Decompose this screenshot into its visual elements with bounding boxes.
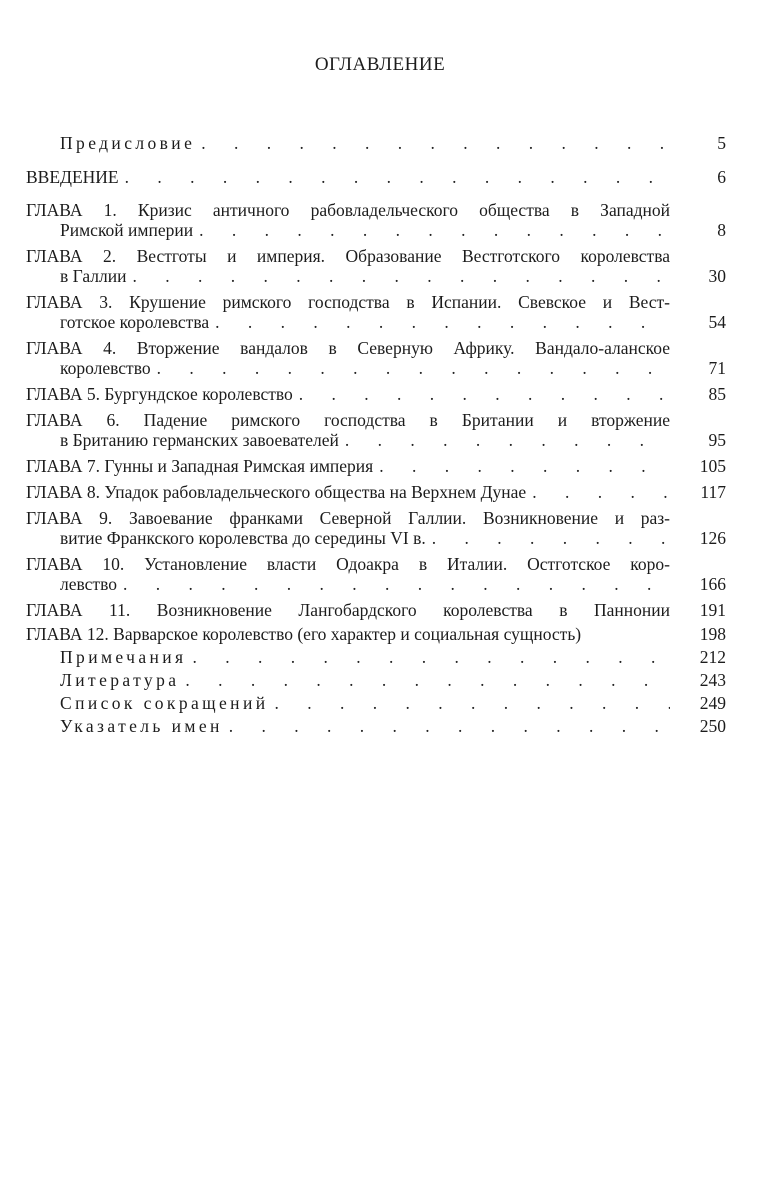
toc-page-number: 191 <box>699 600 726 620</box>
dot-leader <box>185 670 670 690</box>
toc-page-number: 198 <box>699 624 726 644</box>
page-title: ОГЛАВЛЕНИЕ <box>314 54 446 75</box>
dot-leader <box>157 358 670 378</box>
toc-page-number: 166 <box>699 574 726 594</box>
toc-entry-abbreviations[interactable] <box>26 693 726 713</box>
toc-entry-chapter-10[interactable] <box>26 554 726 594</box>
toc-entry-title: ГЛАВА 5. Бургундское королевство <box>26 384 293 404</box>
toc-entry-title: ГЛАВА 3. Крушение римского господства в Испании. Свевское и Вест- <box>26 292 670 312</box>
toc-page-number: 117 <box>700 482 726 502</box>
toc-entry-title: Список сокращений <box>60 693 269 713</box>
toc-entry-title: ГЛАВА 9. Завоевание франками Северной Галлии. Возникновение и раз- <box>26 508 670 528</box>
toc-entry-title: ГЛАВА 6. Падение римского господства в Британии и вторжение <box>26 410 670 430</box>
toc-entry-title-continued: в Галлии <box>60 266 127 286</box>
dot-leader <box>193 647 670 667</box>
toc-entry-title: ГЛАВА 8. Упадок рабовладельческого общества на Верхнем Дунае <box>26 482 527 502</box>
dot-leader <box>379 456 670 476</box>
dot-leader <box>274 693 670 713</box>
toc-entry-title-continued: в Британию германских завоевателей <box>60 430 339 450</box>
dot-leader <box>345 430 670 450</box>
toc-entry-title: ГЛАВА 10. Установление власти Одоакра в Италии. Остготское коро- <box>26 554 670 574</box>
toc-page-number: 5 <box>717 133 726 153</box>
toc-entry-title: ВВЕДЕНИЕ <box>26 167 119 187</box>
dot-leader <box>201 133 670 153</box>
toc-entry-chapter-11[interactable] <box>26 600 726 620</box>
toc-entry-chapter-3[interactable] <box>26 292 726 332</box>
toc-entry-title-continued: левство <box>60 574 117 594</box>
dot-leader <box>532 482 670 502</box>
toc-entry-title-continued: Римской империи <box>60 220 194 240</box>
toc-entry-notes[interactable] <box>26 647 726 667</box>
dot-leader <box>125 167 670 187</box>
toc-entry-chapter-5[interactable] <box>26 384 726 404</box>
toc-entry-title: ГЛАВА 1. Кризис античного рабовладельческого общества в Западной <box>26 200 670 220</box>
toc-entry-literature[interactable] <box>26 670 726 690</box>
toc-entry-title: ГЛАВА 4. Вторжение вандалов в Северную Африку. Вандало-аланское <box>26 338 670 358</box>
toc-page-number: 243 <box>699 670 726 690</box>
toc-entry-chapter-9[interactable] <box>26 508 726 548</box>
toc-entry-chapter-12[interactable] <box>26 624 726 644</box>
dot-leader <box>199 220 670 240</box>
toc-entry-chapter-1[interactable] <box>26 200 726 240</box>
toc-entry-title-continued: витие Франкского королевства до середины VI в. <box>60 528 426 548</box>
toc-entry-introduction[interactable] <box>26 167 726 187</box>
toc-page-number: 95 <box>708 430 726 450</box>
toc-page-number: 105 <box>699 456 726 476</box>
toc-entry-title-continued: королевство <box>60 358 151 378</box>
toc-entry-title: Литература <box>60 670 180 690</box>
toc-page-number: 212 <box>699 647 726 667</box>
toc-page-number: 8 <box>717 220 726 240</box>
toc-page-number: 250 <box>699 716 726 736</box>
toc-page-number: 126 <box>699 528 726 548</box>
toc-entry-title-continued: готское королевства <box>60 312 210 332</box>
toc-entry-chapter-2[interactable] <box>26 246 726 286</box>
toc-page-number: 71 <box>708 358 726 378</box>
toc-entry-chapter-6[interactable] <box>26 410 726 450</box>
toc-entry-preface[interactable] <box>26 133 726 153</box>
toc-entry-name-index[interactable] <box>26 716 726 736</box>
toc-entry-chapter-4[interactable] <box>26 338 726 378</box>
dot-leader <box>299 384 670 404</box>
toc-entry-chapter-7[interactable] <box>26 456 726 476</box>
toc-entry-title: Примечания <box>60 647 187 667</box>
toc-entry-title: ГЛАВА 12. Варварское королевство (его характер и социальная сущность) <box>26 624 582 644</box>
toc-entry-title: ГЛАВА 7. Гунны и Западная Римская империя <box>26 456 374 476</box>
dot-leader <box>215 312 670 332</box>
toc-entry-title: Указатель имен <box>60 716 223 736</box>
dot-leader <box>132 266 670 286</box>
toc-page-number: 30 <box>708 266 726 286</box>
table-of-contents <box>26 133 726 736</box>
toc-page-number: 85 <box>708 384 726 404</box>
toc-entry-title: Предисловие <box>60 133 196 153</box>
toc-entry-title: ГЛАВА 11. Возникновение Лангобардского королевства в Паннонии <box>26 600 670 620</box>
dot-leader <box>229 716 670 736</box>
toc-page-number: 6 <box>717 167 726 187</box>
toc-page-number: 249 <box>699 693 726 713</box>
dot-leader <box>123 574 670 594</box>
toc-page-number: 54 <box>708 312 726 332</box>
dot-leader <box>432 528 670 548</box>
toc-entry-chapter-8[interactable] <box>26 482 726 502</box>
toc-entry-title: ГЛАВА 2. Вестготы и империя. Образование Вестготского королевства <box>26 246 670 266</box>
